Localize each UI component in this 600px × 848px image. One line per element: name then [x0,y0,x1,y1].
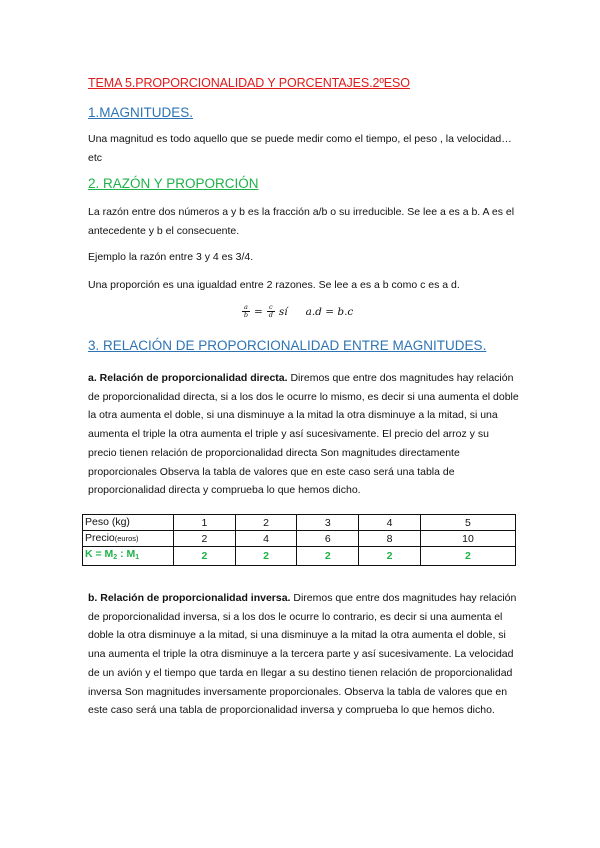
table-row [83,515,516,531]
directa-title: a. Relación de proporcionalidad directa. [88,372,288,384]
table-cell: 4 [359,515,421,531]
values-table [82,514,516,566]
table-cell: 3 [297,515,359,531]
row-header-k: $K = M_2$ : $M_1$ [83,547,174,566]
paragraph-proporcion: Una proporción es una igualdad entre 2 razones. Se lee a es a b como c es a d. [88,279,460,291]
paragraph-magnitudes: Una magnitud es todo aquello que se puede medir como el tiempo, el peso , la velocidad…etc [88,133,512,164]
row-header: Peso (kg) [83,515,174,531]
directa-text: Diremos que entre dos magnitudes hay relación de proporcionalidad directa, si a los dos le ocurre lo mismo, es decir si una aumenta el doble la otra aumenta el doble, si una disminuye a la mitad la otra disminuye a la mitad, si una aumenta el triple la otra aumenta el triple y así sucesivamente. El precio del arroz y su precio tienen relación de proporcionalidad directa Son magnitudes directamente proporcionales Observa la tabla de valores que en este caso será una tabla de proporcionalidad directa y comprueba lo que hemos dicho. [88,372,519,497]
inversa-title: b. Relación de proporcionalidad inversa. [88,592,291,604]
heading-razon-proporcion: 2. RAZÓN Y PROPORCIÓN [88,176,259,191]
heading-relacion: 3. RELACIÓN DE PROPORCIONALIDAD ENTRE MAGNITUDES. [88,338,487,353]
paragraph-directa [88,369,520,500]
table-cell: 2 [235,547,297,566]
table-cell: 2 [174,531,236,547]
table-cell: 10 [420,531,515,547]
formula-si: sí [278,305,288,318]
fraction-a-b: $\frac{a}{b}$ [243,303,249,319]
inversa-text: Diremos que entre dos magnitudes hay relación de proporcionalidad inversa, si a los dos le ocurre lo contrario, es decir si una aumenta el doble la otra disminuye a la mitad, si una disminuye a la mitad la otra aumenta el doble, si una aumenta el triple la otra disminuye a la tercera parte y así sucesivamente. La velocidad de un avión y el tiempo que tarda en llegar a su destino tienen relación de proporcionalidad inversa Son magnitudes inversamente proporcionales. Observa la tabla de valores que en este caso será una tabla de proporcionalidad inversa y comprueba lo que hemos dicho. [88,592,517,717]
paragraph-razon: La razón entre dos números a y b es la fracción a/b o su irreducible. Se lee a es a b. A es el antecedente y b el consecuente. [88,206,515,237]
table-row [83,531,516,547]
table-cell: 2 [174,547,236,566]
formula-rhs: a.d = b.c [305,305,354,318]
table-cell: 8 [359,531,421,547]
table-cell: 2 [420,547,515,566]
fraction-c-d: $\frac{c}{d}$ [268,303,273,319]
table-cell: 5 [420,515,515,531]
table-cell: 2 [297,547,359,566]
paragraph-ejemplo: Ejemplo la razón entre 3 y 4 es 3/4. [88,251,254,263]
table-row-k [83,547,516,566]
heading-magnitudes: 1.MAGNITUDES. [88,105,194,120]
table-cell: 2 [359,547,421,566]
document-title: TEMA 5.PROPORCIONALIDAD Y PORCENTAJES.2ºESO [88,76,410,90]
proportion-formula: $\frac{a}{b}$ = $\frac{c}{d}$ sí a.d = b.c [243,303,354,319]
paragraph-inversa [88,589,520,720]
row-header: Precio(euros) [83,531,174,547]
table-cell: 1 [174,515,236,531]
table-cell: 6 [297,531,359,547]
table-cell: 4 [235,531,297,547]
table-cell: 2 [235,515,297,531]
